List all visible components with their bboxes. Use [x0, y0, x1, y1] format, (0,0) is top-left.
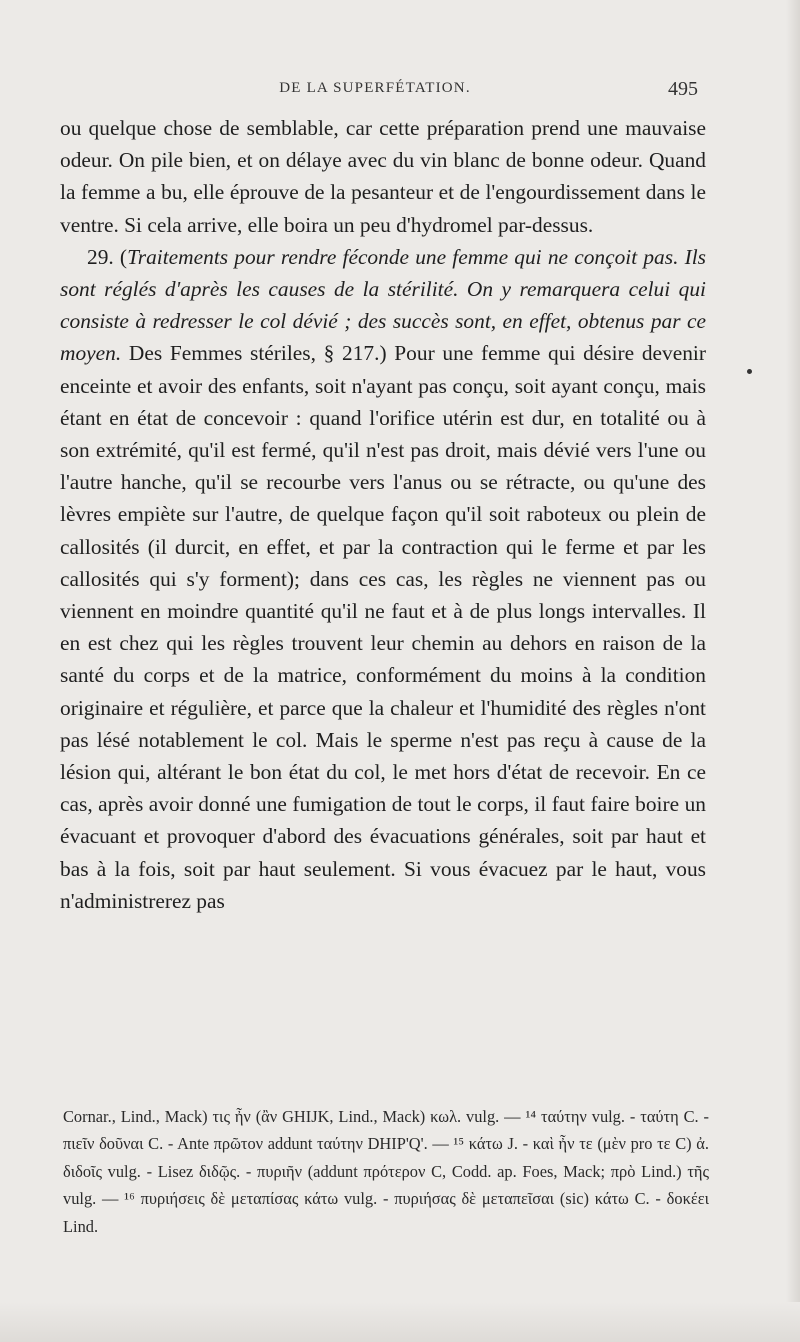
section-summary: Traitements pour rendre féconde une femme qui ne conçoit pas. Ils sont réglés d'après les causes de la stérilité. On y remarquera celui qui consiste à redresser le col dévié ; des succès sont, en effet, obtenus par ce moyen. — [60, 244, 706, 366]
page-bottom-shadow — [0, 1302, 800, 1342]
section-body: Pour une femme qui désire devenir enceinte et avoir des enfants, soit n'ayant pas conçu, soit ayant conçu, mais étant en état de concevoir : quand l'orifice utérin est dur, en totalité ou à son extrémité, qu'il est fermé, qu'il n'est pas droit, mais dévié vers l'une ou l'autre hanche, qu'il se recourbe vers l'anus ou se rétracte, ou qu'une des lèvres empiète sur l'autre, de quelque façon qu'il soit raboteux ou plein de callosités (il durcit, en effet, et par la contraction qui le ferme et par les callosités qui s'y forment); dans ces cas, les règles ne viennent pas ou viennent en moindre quantité qu'il ne faut et à de plus longs intervalles. Il en est chez qui les règles trouvent leur chemin au dehors en raison de la santé du corps et de la matrice, conformément du moins à la condition originaire et régulière, et parce que la chaleur et l'humidité des règles n'ont pas lésé notablement le col. Mais le sperme n'est pas reçu à cause de la lésion qui, altérant le bon état du col, le met hors d'état de recevoir. En ce cas, après avoir donné une fumigation de tout le corps, il faut faire boire un évacuant et provoquer d'abord des évacuations générales, soit par haut et bas à la fois, soit par haut seulement. Si vous évacuez par le haut, vous n'administrerez pas — [60, 341, 706, 913]
section-number: 29. ( — [87, 244, 128, 269]
section-reference: Des Femmes stériles, § 217.) — [121, 341, 387, 366]
running-title: DE LA SUPERFÉTATION. — [279, 80, 471, 96]
page-edge-shadow — [786, 0, 800, 1342]
footnote-text: Cornar., Lind., Mack) τις ἦν (ἂν GHIJK, Lind., Mack) κωλ. vulg. — ¹⁴ ταύτην vulg. - ταύτη C. - πιεῖν δοῦναι C. - Ante πρῶτον addunt ταύτην DHIP'Q'. — ¹⁵ κάτω J. - καὶ ἦν τε (μὲν pro τε C) ἀ. διδοῖς vulg. - Lisez διδῷς. - πυριῆν (addunt πρότερον C, Codd. ap. Foes, Mack; πρὸ Lind.) τῆς vulg. — ¹⁶ πυριήσεις δὲ μεταπίσας κάτω vulg. - πυριήσας δὲ μεταπεῖσαι (sic) κάτω C. - δοκέει Lind. — [63, 1107, 709, 1236]
page-number: 495 — [668, 78, 698, 100]
ink-speck — [747, 369, 752, 374]
footnotes — [63, 1103, 709, 1240]
paragraph-1: ou quelque chose de semblable, car cette préparation prend une mauvaise odeur. On pile bien, et on délaye avec du vin blanc de bonne odeur. Quand la femme a bu, elle éprouve de la pesanteur et de l'engourdissement dans le ventre. Si cela arrive, elle boira un peu d'hydromel par-dessus. — [60, 116, 706, 237]
main-text — [60, 112, 706, 917]
paragraph-29 — [60, 241, 706, 917]
